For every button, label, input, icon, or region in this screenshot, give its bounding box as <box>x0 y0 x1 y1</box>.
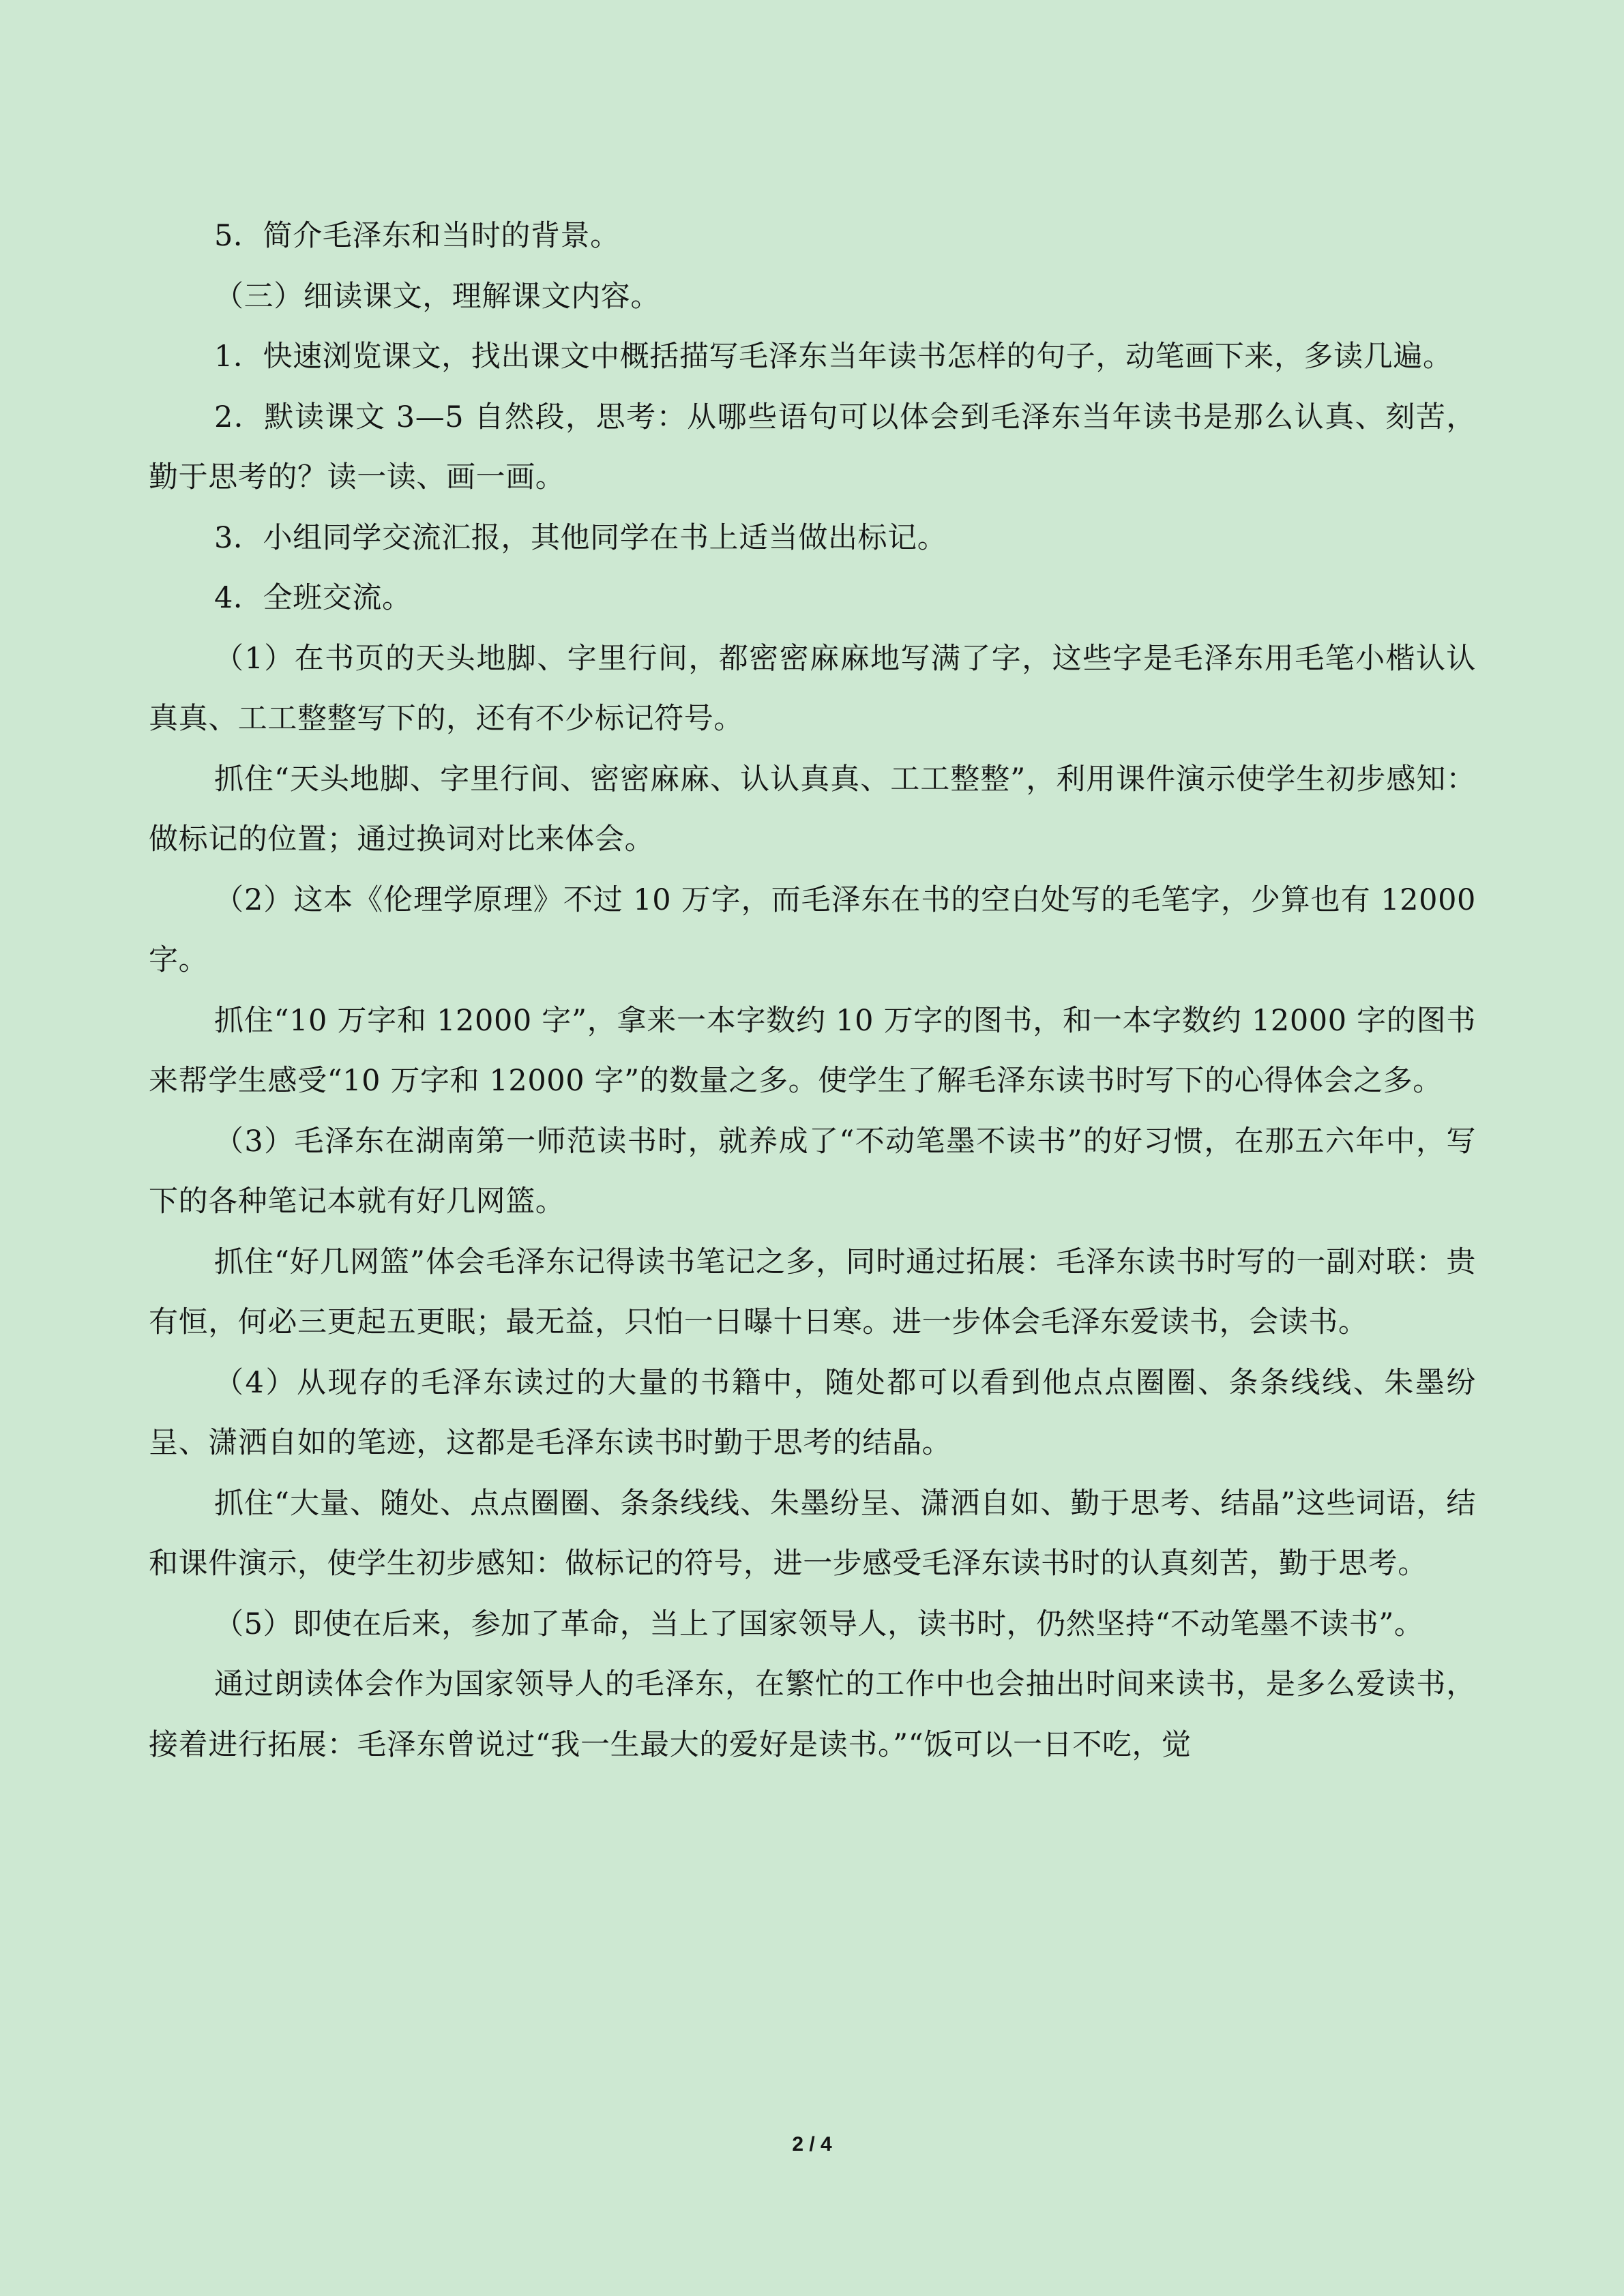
page-number: 2 / 4 <box>792 2133 832 2156</box>
paragraph-point-5: （5）即使在后来，参加了革命，当上了国家领导人，读书时，仍然坚持“不动笔墨不读书”。 <box>214 1607 1424 1641</box>
paragraph-point-3-note: 抓住“好几网篮”体会毛泽东记得读书笔记之多，同时通过拓展：毛泽东读书时写的一副对联：贵有恒，何必三更起五更眠；最无益，只怕一日曝十日寒。进一步体会毛泽东爱读书，会读书。 <box>149 1244 1476 1339</box>
paragraph-point-1-note: 抓住“天头地脚、字里行间、密密麻麻、认认真真、工工整整”，利用课件演示使学生初步感知：做标记的位置；通过换词对比来体会。 <box>149 762 1476 856</box>
paragraph-point-4-note: 抓住“大量、随处、点点圈圈、条条线线、朱墨纷呈、潇洒自如、勤于思考、结晶”这些词语，结和课件演示，使学生初步感知：做标记的符号，进一步感受毛泽东读书时的认真刻苦，勤于思考。 <box>149 1486 1476 1581</box>
paragraph-step-4: 4．全班交流。 <box>214 581 412 615</box>
paragraph-item-5: 5．简介毛泽东和当时的背景。 <box>214 219 620 253</box>
paragraph-point-3: （3）毛泽东在湖南第一师范读书时，就养成了“不动笔墨不读书”的好习惯，在那五六年中，写下的各种笔记本就有好几网篮。 <box>149 1124 1476 1219</box>
paragraph-point-4: （4）从现存的毛泽东读过的大量的书籍中，随处都可以看到他点点圈圈、条条线线、朱墨纷呈、潇洒自如的笔迹，这都是毛泽东读书时勤于思考的结晶。 <box>149 1365 1476 1460</box>
paragraph-step-2: 2．默读课文 3—5 自然段，思考：从哪些语句可以体会到毛泽东当年读书是那么认真、刻苦，勤于思考的？读一读、画一画。 <box>149 400 1476 494</box>
page-body <box>149 206 1476 1775</box>
paragraph-step-3: 3．小组同学交流汇报，其他同学在书上适当做出标记。 <box>214 520 947 555</box>
paragraph-step-1: 1．快速浏览课文，找出课文中概括描写毛泽东当年读书怎样的句子，动笔画下来，多读几遍。 <box>214 340 1453 374</box>
section-heading-close-reading: （三）细读课文，理解课文内容。 <box>214 279 660 314</box>
paragraph-point-2: （2）这本《伦理学原理》不过 10 万字，而毛泽东在书的空白处写的毛笔字，少算也有 12000 字。 <box>149 882 1476 977</box>
paragraph-point-5-note: 通过朗读体会作为国家领导人的毛泽东，在繁忙的工作中也会抽出时间来读书，是多么爱读书，接着进行拓展：毛泽东曾说过“我一生最大的爱好是读书。”“饭可以一日不吃，觉 <box>149 1667 1476 1762</box>
paragraph-point-1: （1）在书页的天头地脚、字里行间，都密密麻麻地写满了字，这些字是毛泽东用毛笔小楷认认真真、工工整整写下的，还有不少标记符号。 <box>149 641 1476 736</box>
paragraph-point-2-note: 抓住“10 万字和 12000 字”，拿来一本字数约 10 万字的图书，和一本字数约 12000 字的图书来帮学生感受“10 万字和 12000 字”的数量之多。使学生了解毛泽东读书时写下的心得体会之多。 <box>149 1003 1476 1098</box>
